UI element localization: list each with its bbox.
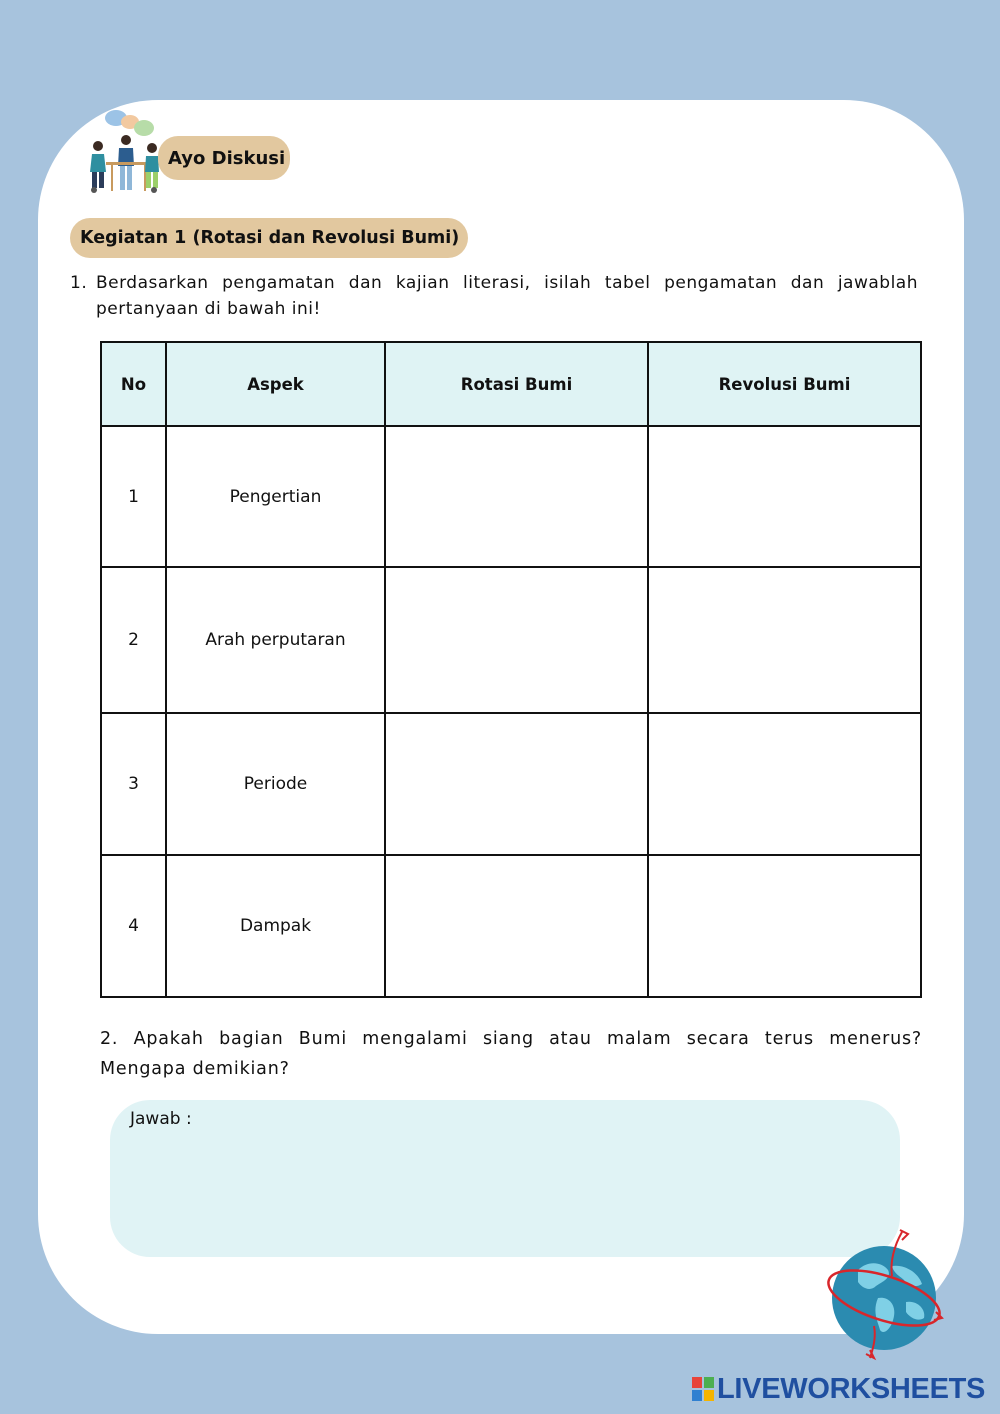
rotasi-answer-cell[interactable] xyxy=(385,426,648,567)
ayo-diskusi-label: Ayo Diskusi xyxy=(168,147,286,169)
liveworksheets-wordmark: LIVEWORKSHEETS xyxy=(717,1372,986,1405)
rotasi-answer-cell[interactable] xyxy=(385,567,648,713)
row-aspek: Periode xyxy=(166,713,385,855)
row-no: 4 xyxy=(101,855,166,997)
revolusi-answer-cell[interactable] xyxy=(648,567,921,713)
rotasi-answer-cell[interactable] xyxy=(385,855,648,997)
activity-title-badge xyxy=(70,218,468,258)
question-1-number: 1. xyxy=(70,273,88,293)
header-aspek: Aspek xyxy=(166,342,385,426)
question-1-text: Berdasarkan pengamatan dan kajian literasi, isilah tabel pengamatan dan jawablah pertanyaan di bawah ini! xyxy=(96,273,918,319)
table-header-row xyxy=(101,342,921,426)
question-1 xyxy=(70,270,918,322)
answer-box[interactable] xyxy=(110,1100,900,1257)
liveworksheets-logo-icon xyxy=(692,1377,714,1401)
revolusi-answer-cell[interactable] xyxy=(648,426,921,567)
question-2-text: 2. Apakah bagian Bumi mengalami siang atau malam secara terus menerus? Mengapa demikian? xyxy=(100,1029,922,1079)
row-no: 3 xyxy=(101,713,166,855)
liveworksheets-brand[interactable] xyxy=(692,1372,985,1406)
table-row xyxy=(101,713,921,855)
row-aspek: Pengertian xyxy=(166,426,385,567)
table-row xyxy=(101,426,921,567)
revolusi-answer-cell[interactable] xyxy=(648,855,921,997)
row-aspek: Dampak xyxy=(166,855,385,997)
observation-table xyxy=(100,341,922,998)
row-no: 2 xyxy=(101,567,166,713)
header-revolusi: Revolusi Bumi xyxy=(648,342,921,426)
header-no: No xyxy=(101,342,166,426)
row-no: 1 xyxy=(101,426,166,567)
ayo-diskusi-badge xyxy=(158,136,290,180)
rotasi-answer-cell[interactable] xyxy=(385,713,648,855)
table-row xyxy=(101,567,921,713)
answer-label: Jawab : xyxy=(130,1109,192,1129)
activity-title: Kegiatan 1 (Rotasi dan Revolusi Bumi) xyxy=(80,228,460,248)
revolusi-answer-cell[interactable] xyxy=(648,713,921,855)
globe-icon xyxy=(822,1226,946,1362)
row-aspek: Arah perputaran xyxy=(166,567,385,713)
header-rotasi: Rotasi Bumi xyxy=(385,342,648,426)
table-row xyxy=(101,855,921,997)
discussion-illustration xyxy=(78,106,170,196)
